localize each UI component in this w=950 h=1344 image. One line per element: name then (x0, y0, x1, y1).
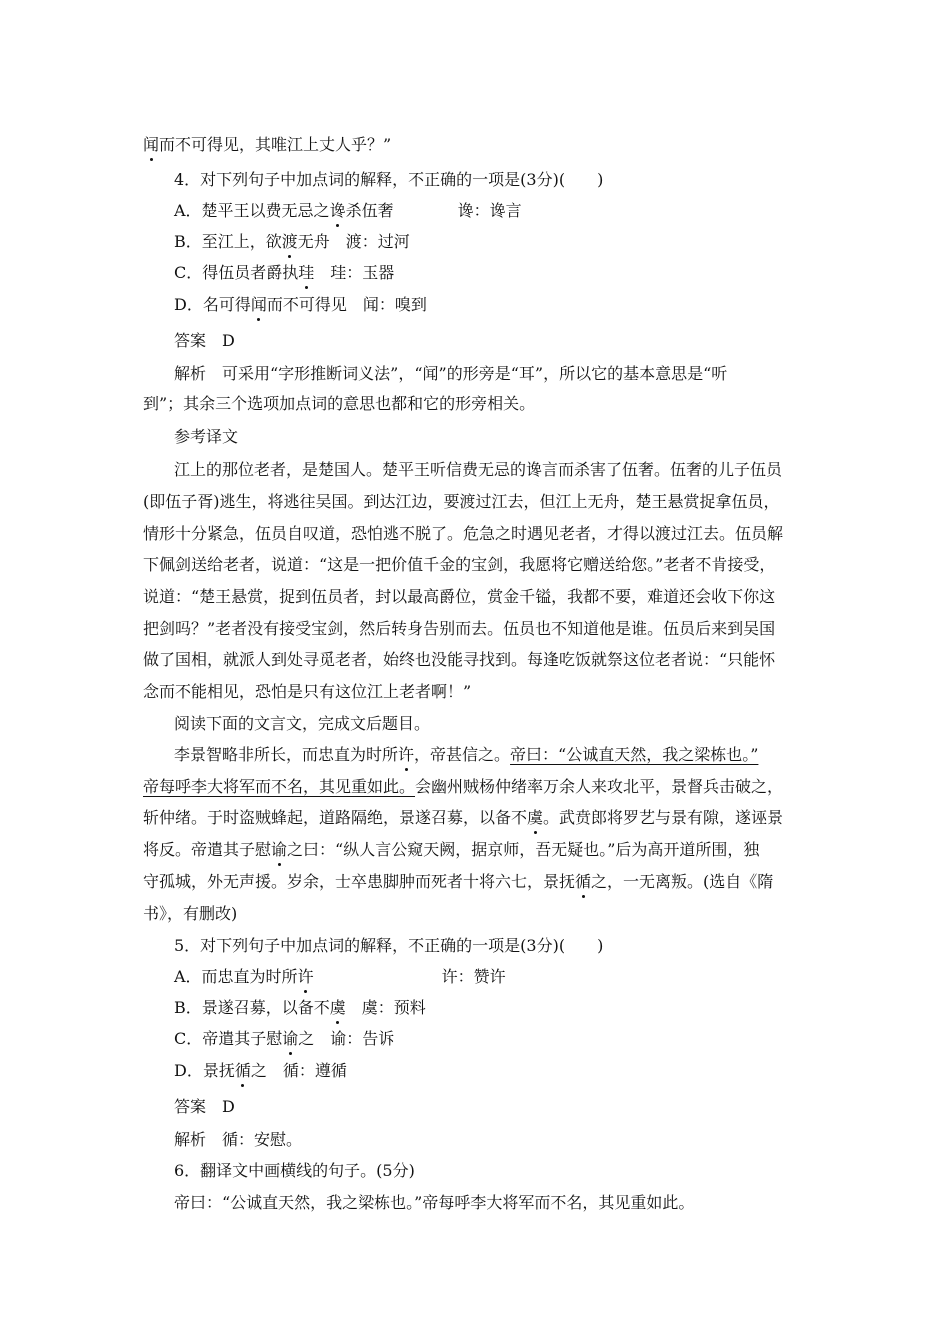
passage-line (143, 840, 759, 860)
underlined-sentence: 帝每呼李大将军而不名，其见重如此。 (143, 777, 416, 796)
option-5b (174, 998, 426, 1018)
passage-line (143, 808, 783, 828)
option-4d (174, 295, 427, 315)
text: 会幽州贼杨仲绪率万余人来攻北平，景督兵击破之， (415, 777, 784, 796)
translation-line: 做了国相，就派人到处寻觅老者，始终也没能寻找到。每逢吃饭就祭这位老者说：“只能怀 (143, 650, 776, 669)
passage-end-line (143, 135, 391, 155)
underlined-sentence: 帝曰：“公诚直天然，我之梁栋也。” (510, 745, 759, 764)
dotted-char: 谗 (329, 201, 346, 220)
text: 而不可得见，其唯江上丈人乎？” (159, 135, 392, 154)
text: 无舟 渡：过河 (297, 232, 410, 251)
dotted-char: 许 (398, 745, 415, 764)
option-5a (174, 967, 506, 987)
text: 之 谕：告诉 (298, 1029, 395, 1048)
dotted-char: 虞 (329, 998, 346, 1017)
text: 之曰：“纵人言公窥天阙，据京师，吾无疑也。”后为高开道所围，独 (287, 840, 760, 859)
text: 许：赞许 (313, 967, 506, 986)
option-4a (174, 201, 522, 221)
question-5-stem: 5．对下列句子中加点词的解释，不正确的一项是(3分)( ) (174, 936, 604, 955)
question-4-stem: 4．对下列句子中加点词的解释，不正确的一项是(3分)( ) (174, 170, 604, 189)
option-5d (174, 1061, 347, 1081)
translation-line: 情形十分紧急，伍员自叹道，恐怕逃不脱了。危急之时遇见老者，才得以渡过江去。伍员解 (143, 524, 784, 543)
translation-title: 参考译文 (174, 427, 239, 446)
explanation-4-line2: 到”；其余三个选项加点词的意思也都和它的形旁相关。 (143, 394, 536, 413)
text: 之，一无离叛。(选自《隋 (591, 872, 774, 891)
dotted-char: 珪 (298, 263, 315, 282)
text: D．名可得 (174, 295, 251, 314)
text: 虞：预料 (345, 998, 426, 1017)
translation-line: 下佩剑送给老者，说道：“这是一把价值千金的宝剑，我愿将它赠送给您。”老者不肯接受， (143, 555, 776, 574)
passage-line (174, 745, 758, 765)
text: 将反。帝遣其子慰 (143, 840, 272, 859)
translation-line: 念而不能相见，恐怕是只有这位江上老者啊！” (143, 682, 472, 701)
explanation-4-line1: 解析 可采用“字形推断词义法”，“闻”的形旁是“耳”，所以它的基本意思是“听 (174, 364, 728, 383)
passage-line (143, 872, 773, 892)
text: C．帝遣其子慰 (174, 1029, 283, 1048)
text: D．景抚 (174, 1061, 235, 1080)
translation-line: (即伍子胥)逃生，将逃往吴国。到达江边，要渡过江去，但江上无舟，楚王悬赏捉拿伍员， (143, 492, 780, 511)
text: A．而忠直为时所 (174, 967, 298, 986)
text: C．得伍员者爵执 (174, 263, 299, 282)
option-4c (174, 263, 394, 283)
text: A．楚平王以费无忌之 (174, 201, 330, 220)
text: 斩仲绪。于时盗贼蜂起，道路隔绝，景遂召募，以备不 (143, 808, 528, 827)
answer-5: 答案 D (174, 1097, 235, 1116)
question-6-stem: 6．翻译文中画横线的句子。(5分) (174, 1161, 415, 1180)
reading-instruction: 阅读下面的文言文，完成文后题目。 (174, 714, 431, 733)
dotted-char: 循 (234, 1061, 251, 1080)
question-6-sentence: 帝曰：“公诚直天然，我之梁栋也。”帝每呼李大将军而不名，其见重如此。 (174, 1193, 695, 1212)
option-5c (174, 1029, 394, 1049)
passage-line: 书》，有删改) (143, 904, 238, 923)
option-4b (174, 232, 410, 252)
explanation-5: 解析 循：安慰。 (174, 1130, 303, 1149)
text: 杀伍奢 谗：谗言 (345, 201, 522, 220)
text: B．景遂召募，以备不 (174, 998, 330, 1017)
dotted-char: 谕 (271, 840, 288, 859)
text: 珪：玉器 (314, 263, 395, 282)
dotted-char: 闻 (250, 295, 267, 314)
translation-line: 江上的那位老者，是楚国人。楚平王听信费无忌的谗言而杀害了伍奢。伍奢的儿子伍员 (174, 460, 783, 479)
answer-4: 答案 D (174, 331, 235, 350)
text: 而不可得见 闻：嗅到 (266, 295, 427, 314)
passage-line (143, 777, 783, 797)
text: 守孤城，外无声援。岁余，士卒患脚肿而死者十将六七，景抚 (143, 872, 576, 891)
dotted-char: 虞 (527, 808, 544, 827)
text: 李景智略非所长，而忠直为时所 (174, 745, 399, 764)
dotted-char: 谕 (282, 1029, 299, 1048)
dotted-char: 渡 (281, 232, 298, 251)
translation-line: 说道：“楚王悬赏，捉到伍员者，封以最高爵位，赏金千镒，我都不要，难道还会收下你这 (143, 587, 776, 606)
text: 之 循：遵循 (250, 1061, 347, 1080)
text: 。武贲郎将罗艺与景有隙，遂诬景 (543, 808, 784, 827)
dotted-char: 循 (575, 872, 592, 891)
dotted-char: 闻 (143, 135, 160, 154)
translation-line: 把剑吗？”老者没有接受宝剑，然后转身告别而去。伍员也不知道他是谁。伍员后来到吴国 (143, 619, 776, 638)
text: B．至江上，欲 (174, 232, 282, 251)
text: ，帝甚信之。 (414, 745, 511, 764)
dotted-char: 许 (297, 967, 314, 986)
